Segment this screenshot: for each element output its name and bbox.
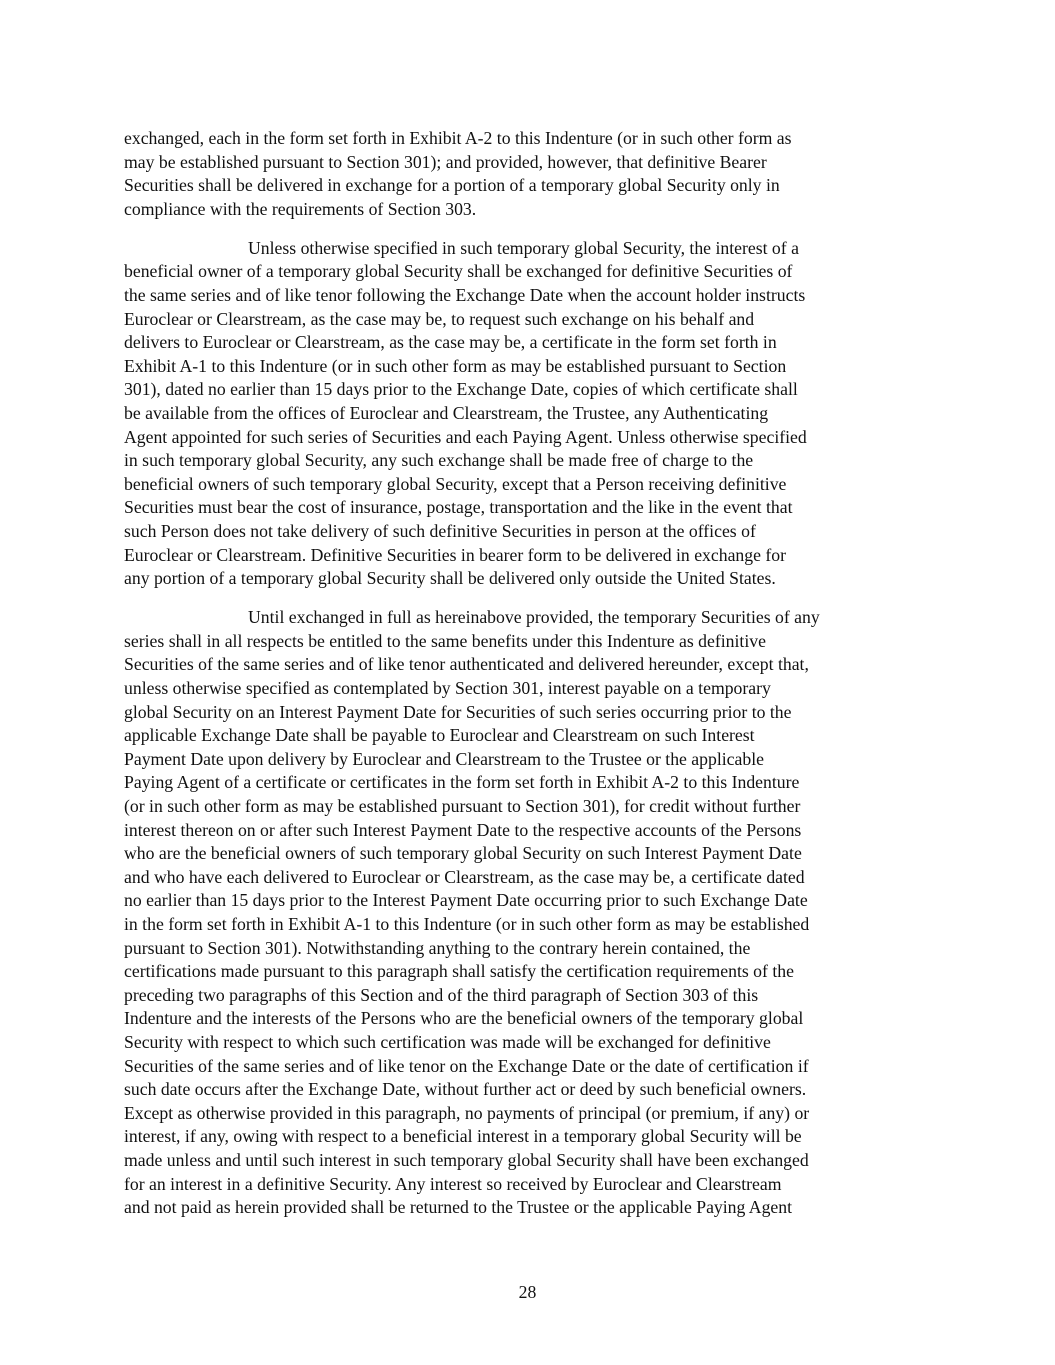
text-line: such Person does not take delivery of such definitive Securities in person at the offices of bbox=[124, 521, 756, 541]
document-body bbox=[124, 127, 936, 1235]
text-line: series shall in all respects be entitled to the same benefits under this Indenture as definitive bbox=[124, 630, 766, 651]
text-line: Securities must bear the cost of insurance, postage, transportation and the like in the event that bbox=[124, 497, 793, 518]
text-line: Until exchanged in full as hereinabove provided, the temporary Securities of any bbox=[248, 607, 820, 628]
text-line: Payment Date upon delivery by Euroclear and Clearstream to the Trustee or the applicable bbox=[124, 748, 764, 769]
text-line: exchanged, each in the form set forth in Exhibit A-2 to this Indenture (or in such other form as bbox=[124, 128, 792, 148]
text-line: the same series and of like tenor following the Exchange Date when the account holder instructs bbox=[124, 285, 806, 306]
text-line: may be established pursuant to Section 301); and provided, however, that definitive Bearer bbox=[124, 151, 767, 172]
text-line: applicable Exchange Date shall be payable to Euroclear and Clearstream on such Interest bbox=[124, 725, 755, 746]
text-line: beneficial owners of such temporary global Security, except that a Person receiving definitive bbox=[124, 473, 787, 494]
text-line: Indenture and the interests of the Persons who are the beneficial owners of the temporary global bbox=[124, 1008, 804, 1029]
text-line: Euroclear or Clearstream, as the case may be, to request such exchange on his behalf and bbox=[124, 308, 755, 329]
text-line: interest thereon on or after such Interest Payment Date to the respective accounts of the Persons bbox=[124, 819, 802, 840]
text-line: and who have each delivered to Euroclear or Clearstream, as the case may be, a certificate dated bbox=[124, 866, 805, 887]
text-line: Securities of the same series and of like tenor on the Exchange Date or the date of certification if bbox=[124, 1055, 809, 1076]
text-line: preceding two paragraphs of this Section and of the third paragraph of Section 303 of this bbox=[124, 984, 759, 1005]
text-line: such date occurs after the Exchange Date, without further act or deed by such beneficial owners. bbox=[124, 1079, 807, 1100]
text-line: compliance with the requirements of Section 303. bbox=[124, 198, 477, 219]
text-line: Except as otherwise provided in this paragraph, no payments of principal (or premium, if any) or bbox=[124, 1102, 810, 1123]
text-line: no earlier than 15 days prior to the Interest Payment Date occurring prior to such Exchange Date bbox=[124, 890, 808, 911]
text-line: interest, if any, owing with respect to a beneficial interest in a temporary global Security will be bbox=[124, 1126, 802, 1147]
paragraph-until-exchanged bbox=[124, 606, 936, 1219]
text-line: 301), dated no earlier than 15 days prior to the Exchange Date, copies of which certificate shall bbox=[124, 379, 798, 400]
text-line: Securities of the same series and of like tenor authenticated and delivered hereunder, except that, bbox=[124, 654, 809, 675]
text-line: unless otherwise specified as contemplated by Section 301, interest payable on a temporary bbox=[124, 678, 771, 699]
text-line: beneficial owner of a temporary global Security shall be exchanged for definitive Securities of bbox=[124, 261, 793, 282]
text-line: made unless and until such interest in such temporary global Security shall have been exchanged bbox=[124, 1149, 809, 1170]
paragraph-continuation bbox=[124, 127, 936, 221]
text-line: Agent appointed for such series of Securities and each Paying Agent. Unless otherwise specified bbox=[124, 426, 807, 447]
page-number: 28 bbox=[518, 1282, 537, 1302]
text-line: for an interest in a definitive Security. Any interest so received by Euroclear and Clearstream bbox=[124, 1173, 782, 1194]
text-line: be available from the offices of Euroclear and Clearstream, the Trustee, any Authenticating bbox=[124, 403, 769, 424]
text-line: in such temporary global Security, any such exchange shall be made free of charge to the bbox=[124, 450, 754, 471]
text-line: Paying Agent of a certificate or certificates in the form set forth in Exhibit A-2 to this Indenture bbox=[124, 772, 800, 793]
text-line: any portion of a temporary global Security shall be delivered only outside the United States. bbox=[124, 568, 776, 589]
text-line: Unless otherwise specified in such temporary global Security, the interest of a bbox=[248, 237, 799, 258]
text-line: Security with respect to which such certification was made will be exchanged for definitive bbox=[124, 1031, 771, 1052]
text-line: Securities shall be delivered in exchange for a portion of a temporary global Security only in bbox=[124, 175, 780, 196]
text-line: in the form set forth in Exhibit A-1 to this Indenture (or in such other form as may be established bbox=[124, 914, 810, 934]
text-line: and not paid as herein provided shall be returned to the Trustee or the applicable Paying Agent bbox=[124, 1197, 793, 1218]
text-line: global Security on an Interest Payment Date for Securities of such series occurring prior to the bbox=[124, 701, 792, 722]
text-line: (or in such other form as may be established pursuant to Section 301), for credit without further bbox=[124, 796, 801, 817]
text-line: Euroclear or Clearstream. Definitive Securities in bearer form to be delivered in exchange for bbox=[124, 544, 787, 565]
paragraph-exchange-procedure bbox=[124, 237, 936, 591]
text-line: delivers to Euroclear or Clearstream, as the case may be, a certificate in the form set forth in bbox=[124, 332, 777, 353]
text-line: who are the beneficial owners of such temporary global Security on such Interest Payment Date bbox=[124, 843, 802, 864]
text-line: pursuant to Section 301). Notwithstanding anything to the contrary herein contained, the bbox=[124, 937, 751, 958]
text-line: certifications made pursuant to this paragraph shall satisfy the certification requirements of the bbox=[124, 961, 794, 982]
text-line: Exhibit A-1 to this Indenture (or in such other form as may be established pursuant to Section bbox=[124, 355, 787, 376]
